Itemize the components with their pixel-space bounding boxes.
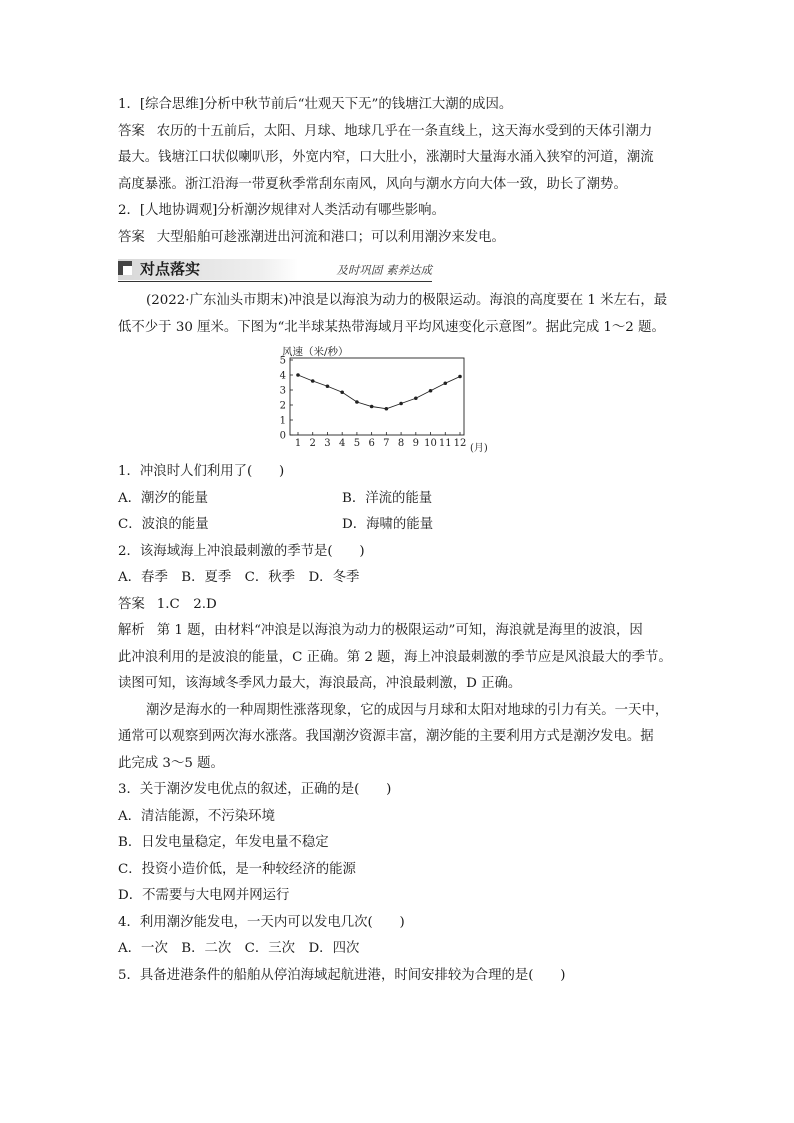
option-a[interactable]: A．潮汐的能量: [118, 490, 209, 506]
answers-1-2: 答案 1.C 2.D: [118, 596, 217, 612]
mc-question-1-options-row-1: [118, 486, 678, 513]
answer-1-line-3: 高度暴涨。浙江沿海一带夏秋季常刮东南风，风向与潮水方向大体一致，助长了潮势。: [118, 176, 627, 192]
mc-question-4-options[interactable]: A．一次 B．二次 C．三次 D．四次: [118, 941, 360, 956]
y-tick-label: 5: [279, 355, 286, 367]
option-b[interactable]: B．洋流的能量: [342, 490, 433, 506]
answer-1-line-2: 最大。钱塘江口状似喇叭形，外宽内窄，口大肚小，涨潮时大量海水涌入狭窄的河道，潮流: [118, 150, 654, 165]
analysis-line-2: 此冲浪利用的是波浪的能量，C 正确。第 2 题，海上冲浪最刺激的季节应是风浪最大的季节。: [118, 649, 672, 665]
material-2-line-1: 潮汐是海水的一种周期性涨落现象，它的成因与月球和太阳对地球的引力有关。一天中，: [146, 702, 669, 718]
data-point: [311, 379, 315, 383]
data-point: [399, 402, 403, 406]
wind-speed-chart: [268, 343, 498, 455]
x-tick-label: 3: [324, 438, 331, 449]
document-page: [118, 92, 678, 989]
material-2-line-3: 此完成 3～5 题。: [118, 755, 224, 771]
x-tick-label: 5: [353, 438, 361, 449]
question-2: [118, 198, 678, 225]
section-header: [118, 259, 432, 282]
question-number: 2．: [118, 203, 140, 218]
analysis-line-3: 读图可知，该海域冬季风力最大，海浪最高，冲浪最刺激，D 正确。: [118, 676, 522, 691]
question-1: [118, 92, 678, 119]
y-tick-label: 2: [279, 400, 286, 412]
mc-question-1-options-row-2: [118, 512, 678, 539]
option-d[interactable]: D．海啸的能量: [342, 517, 434, 532]
question-text: 分析中秋节前后“壮观天下无”的钱塘江大潮的成因。: [203, 97, 513, 112]
data-point: [340, 390, 344, 394]
mc-question-5: 5．具备进港条件的船舶从停泊海域起航进港，时间安排较为合理的是( ): [118, 967, 566, 983]
option-a[interactable]: A．清洁能源，不污染环境: [118, 808, 275, 824]
option-b[interactable]: B．日发电量稳定，年发电量不稳定: [118, 835, 329, 850]
answer-2: 答案 大型船舶可趁涨潮进出河流和港口；可以利用潮汐来发电。: [118, 229, 505, 245]
option-d[interactable]: D．不需要与大电网并网运行: [118, 888, 290, 903]
data-point: [355, 400, 359, 404]
option-c[interactable]: C．波浪的能量: [118, 517, 209, 532]
chart-axes: [290, 358, 464, 435]
option-c[interactable]: C．投资小造价低，是一种较经济的能源: [118, 861, 356, 877]
x-ticks: [295, 432, 467, 449]
y-tick-label: 0: [279, 430, 286, 442]
y-tick-label: 4: [279, 370, 286, 382]
plot-frame: [290, 358, 464, 435]
mc-question-1: 1．冲浪时人们利用了( ): [118, 464, 285, 479]
y-tick-label: 3: [279, 385, 286, 397]
x-tick-label: 10: [424, 438, 437, 449]
y-axis-label: 风速（米/秒）: [282, 346, 349, 358]
question-tag: [人地协调观]: [139, 203, 218, 218]
data-point: [370, 405, 374, 409]
mc-question-2-options[interactable]: A．春季 B．夏季 C．秋季 D．冬季: [118, 570, 360, 585]
section-square-icon: [118, 261, 132, 275]
mc-question-3: 3．关于潮汐发电优点的叙述，正确的是( ): [118, 782, 392, 797]
x-tick-label: 6: [368, 438, 375, 449]
answer-label: 答案: [118, 596, 145, 612]
x-tick-label: 7: [383, 438, 390, 449]
mc-question-2: 2．该海域海上冲浪最刺激的季节是( ): [118, 543, 365, 559]
x-axis-label: (月): [470, 443, 488, 454]
data-point: [458, 375, 462, 379]
question-tag: [综合思维]: [139, 97, 204, 112]
question-number: 1．: [118, 97, 140, 112]
x-tick-label: 11: [438, 438, 452, 449]
x-tick-label: 12: [453, 438, 467, 449]
data-point: [429, 389, 433, 393]
x-tick-label: 9: [412, 438, 420, 449]
x-tick-label: 4: [338, 438, 346, 449]
data-point: [385, 407, 389, 411]
material-2-line-2: 通常可以观察到两次海水涨落。我国潮汐资源丰富，潮汐能的主要利用方式是潮汐发电。据: [118, 729, 654, 744]
material-1-line-1: (2022·广东汕头市期末)冲浪是以海浪为动力的极限运动。海浪的高度要在 1 米左右，最: [146, 293, 668, 308]
data-point: [443, 381, 447, 385]
material-1-line-2: 低不少于 30 厘米。下图为“北半球某热带海域月平均风速变化示意图”。据此完成 1～2 题。: [118, 319, 665, 335]
data-point: [326, 384, 330, 388]
question-text: 分析潮汐规律对人类活动有哪些影响。: [217, 203, 445, 218]
x-tick-label: 2: [309, 438, 316, 449]
y-ticks: [280, 356, 293, 442]
x-tick-label: 8: [397, 438, 405, 449]
answer-label: 答案: [118, 123, 145, 139]
analysis-line-1: 解析 第 1 题，由材料“冲浪是以海浪为动力的极限运动”可知，海浪就是海里的波浪，因: [118, 623, 643, 638]
section-title: 对点落实: [140, 260, 201, 278]
mc-question-4: 4．利用潮汐能发电，一天内可以发电几次( ): [118, 914, 405, 930]
answer-1-line-1: 答案 农历的十五前后，太阳、月球、地球几乎在一条直线上，这天海水受到的天体引潮力: [118, 123, 653, 139]
x-tick-label: 1: [294, 438, 302, 449]
series-line: [298, 375, 460, 409]
data-point: [296, 373, 300, 377]
answer-label: 答案: [118, 229, 145, 245]
section-subtitle: 及时巩固 素养达成: [336, 263, 432, 277]
y-tick-label: 1: [279, 415, 286, 427]
analysis-label: 解析: [118, 623, 145, 638]
data-point: [414, 396, 418, 400]
data-points: [296, 373, 462, 410]
